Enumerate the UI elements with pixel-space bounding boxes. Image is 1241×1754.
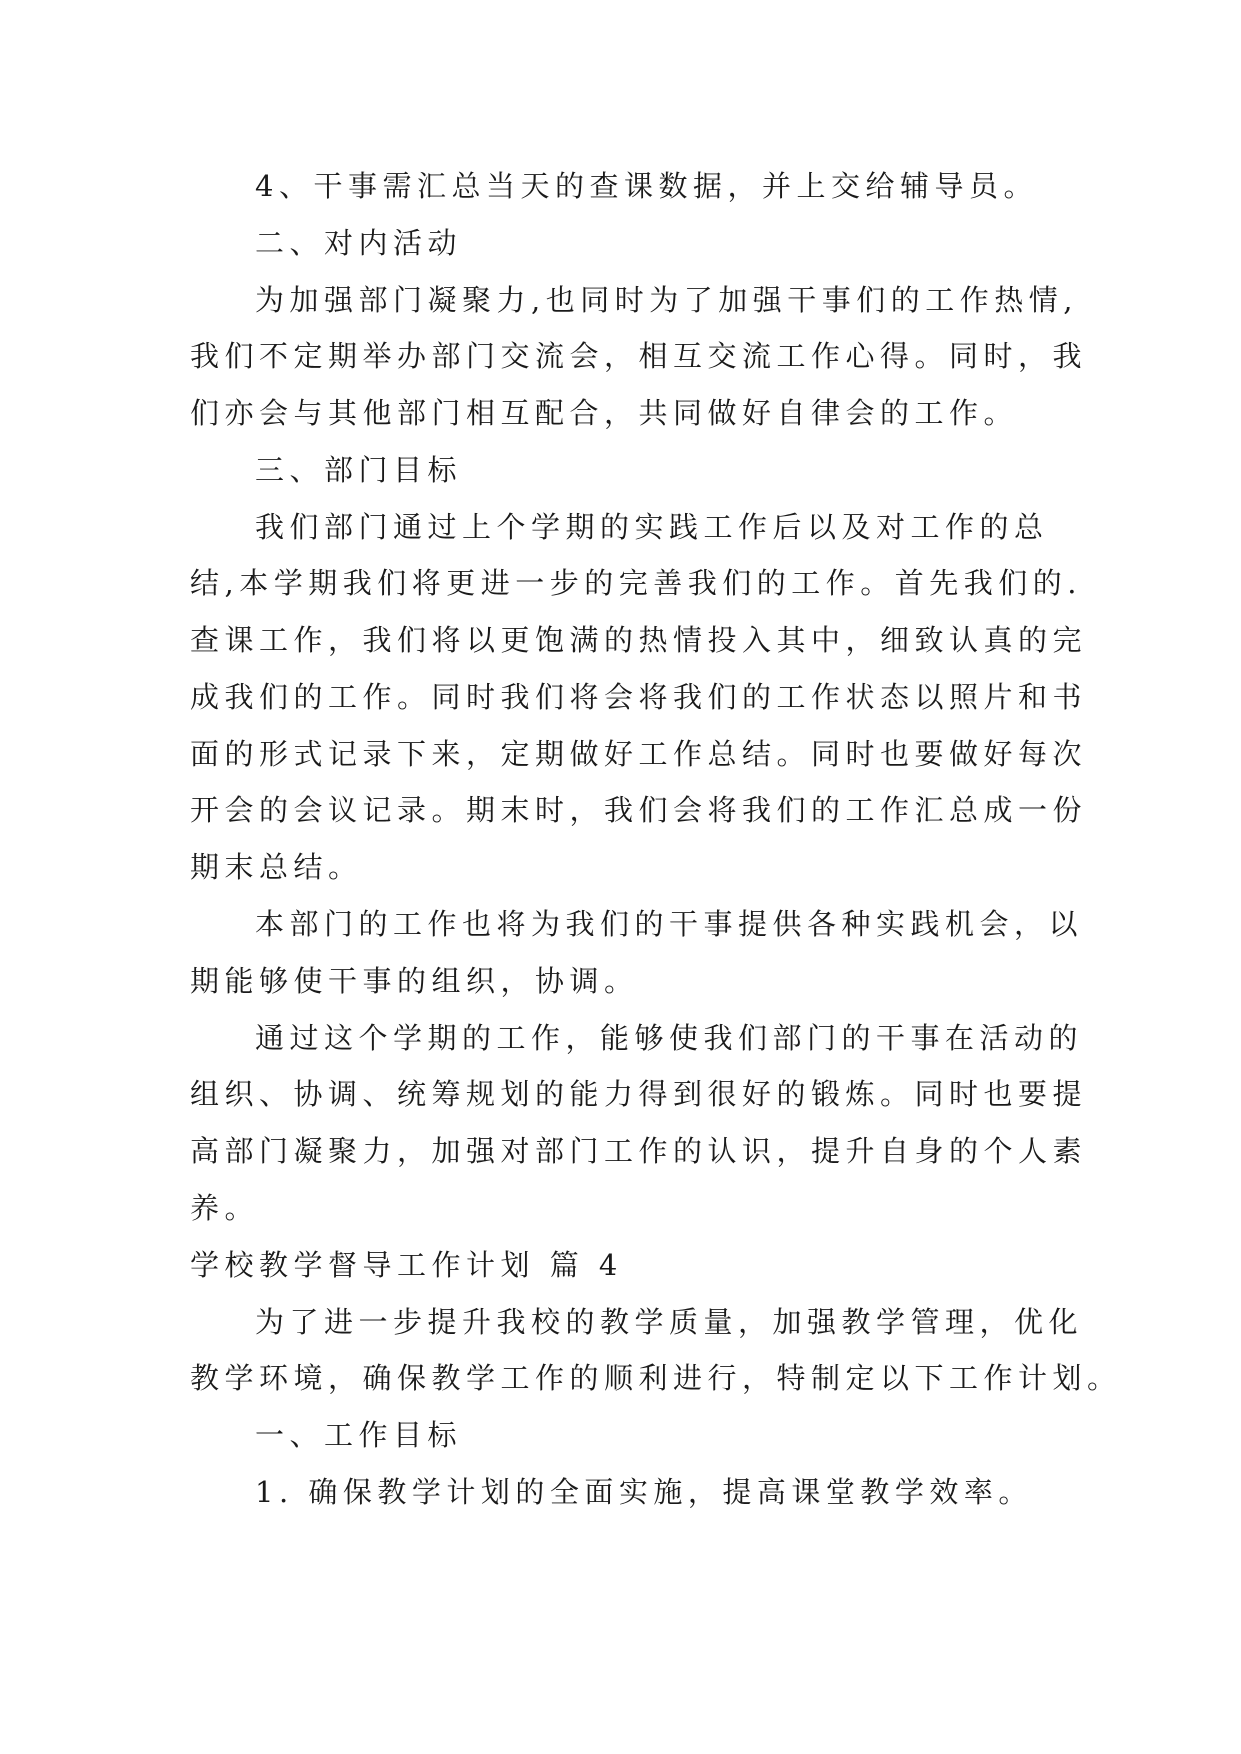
text-line: 为加强部门凝聚力,也同时为了加强干事们的工作热情, [255,283,1078,317]
text-line: 组织、协调、统筹规划的能力得到很好的锻炼。同时也要提 [190,1077,1088,1111]
text-line: 面的形式记录下来，定期做好工作总结。同时也要做好每次 [190,737,1088,771]
text-line: 本部门的工作也将为我们的干事提供各种实践机会，以 [255,907,1084,941]
text-line: 期末总结。 [190,850,363,884]
section-heading: 二、对内活动 [255,226,463,260]
section-heading: 一、工作目标 [255,1418,463,1452]
text-line: 我们部门通过上个学期的实践工作后以及对工作的总 [255,510,1049,544]
list-item: 1. 确保教学计划的全面实施，提高课堂教学效率。 [255,1475,1033,1509]
text-line: 查课工作，我们将以更饱满的热情投入其中，细致认真的完 [190,623,1088,657]
section-heading: 三、部门目标 [255,453,463,487]
text-line: 成我们的工作。同时我们将会将我们的工作状态以照片和书 [190,680,1088,714]
text-line: 我们不定期举办部门交流会，相互交流工作心得。同时，我 [190,339,1088,373]
text-line: 结,本学期我们将更进一步的完善我们的工作。首先我们的. [190,566,1082,600]
text-line: 们亦会与其他部门相互配合，共同做好自律会的工作。 [190,396,1019,430]
text-line: 期能够使干事的组织，协调。 [190,964,639,998]
text-line: 开会的会议记录。期末时，我们会将我们的工作汇总成一份 [190,793,1088,827]
text-line: 养。 [190,1191,260,1225]
text-line: 高部门凝聚力，加强对部门工作的认识，提升自身的个人素 [190,1134,1088,1168]
text-line: 4、干事需汇总当天的查课数据，并上交给辅导员。 [255,169,1038,203]
text-line: 为了进一步提升我校的教学质量，加强教学管理，优化 [255,1305,1084,1339]
text-line: 通过这个学期的工作，能够使我们部门的干事在活动的 [255,1021,1084,1055]
document-title: 学校教学督导工作计划 篇 4 [190,1248,623,1282]
text-line: 教学环境，确保教学工作的顺利进行，特制定以下工作计划。 [190,1361,1122,1395]
